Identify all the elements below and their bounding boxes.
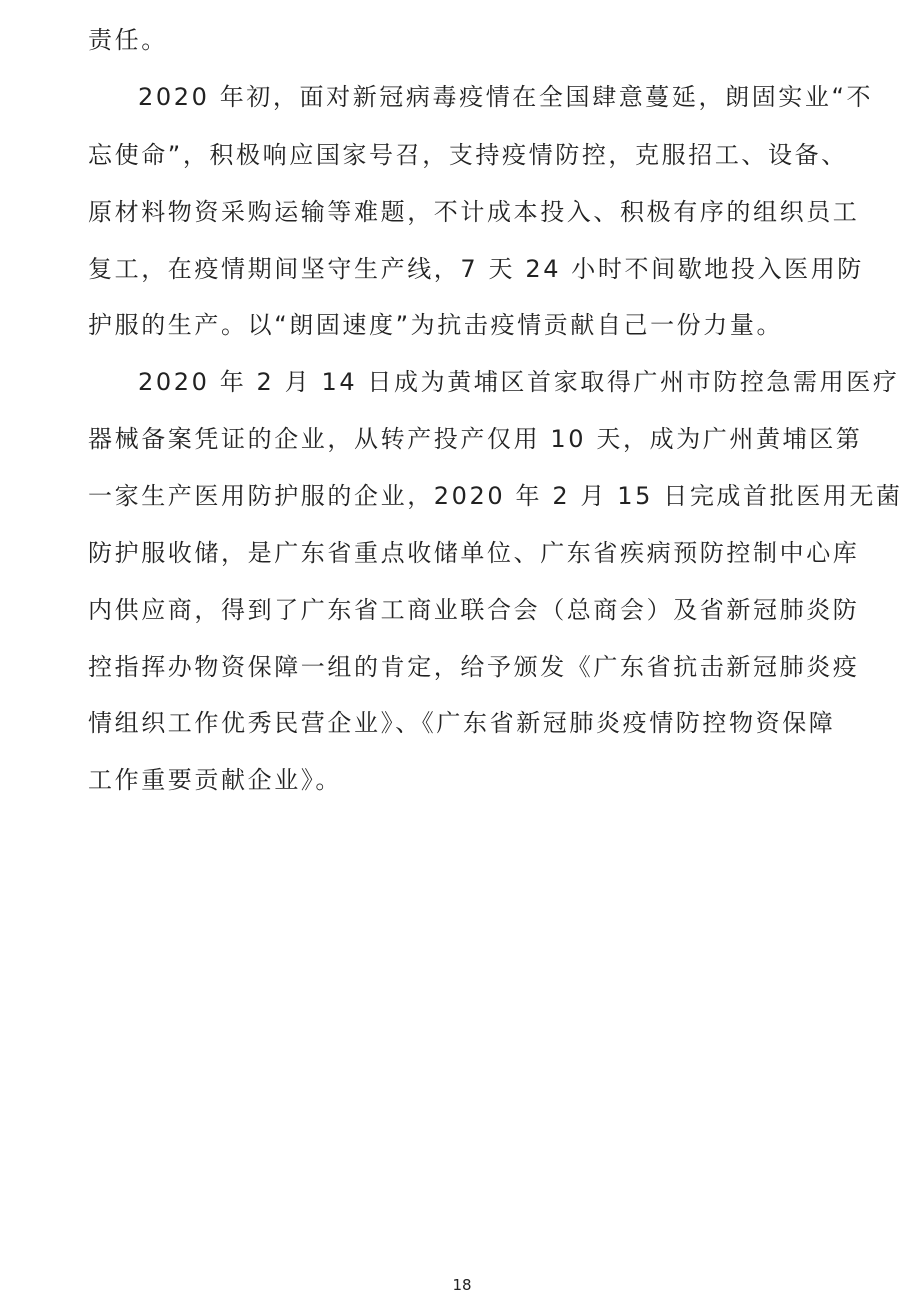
paragraph-line: 原材料物资采购运输等难题，不计成本投入、积极有序的组织员工 (88, 198, 860, 226)
paragraph-line: 复工，在疫情期间坚守生产线，7 天 24 小时不间歇地投入医用防 (88, 255, 864, 283)
paragraph-line: 护服的生产。以“朗固速度”为抗击疫情贡献自己一份力量。 (88, 311, 784, 339)
paragraph-line: 2020 年初，面对新冠病毒疫情在全国肆意蔓延，朗固实业“不 (138, 83, 874, 111)
paragraph-line: 防护服收储，是广东省重点收储单位、广东省疾病预防控制中心库 (88, 539, 860, 567)
paragraph-line: 一家生产医用防护服的企业，2020 年 2 月 15 日完成首批医用无菌 (88, 482, 903, 510)
paragraph-line: 忘使命”，积极响应国家号召，支持疫情防控，克服招工、设备、 (88, 141, 848, 169)
paragraph-line: 器械备案凭证的企业，从转产投产仅用 10 天，成为广州黄埔区第 (88, 425, 863, 453)
paragraph-line: 工作重要贡献企业》。 (88, 766, 342, 794)
paragraph-line: 情组织工作优秀民营企业》、《广东省新冠肺炎疫情防控物资保障 (88, 709, 836, 737)
paragraph-line: 责任。 (88, 26, 168, 54)
paragraph-line: 内供应商，得到了广东省工商业联合会（总商会）及省新冠肺炎防 (88, 596, 860, 624)
page-number: 18 (452, 1276, 472, 1294)
paragraph-line: 控指挥办物资保障一组的肯定，给予颁发《广东省抗击新冠肺炎疫 (88, 653, 860, 681)
paragraph-line: 2020 年 2 月 14 日成为黄埔区首家取得广州市防控急需用医疗 (138, 368, 900, 396)
